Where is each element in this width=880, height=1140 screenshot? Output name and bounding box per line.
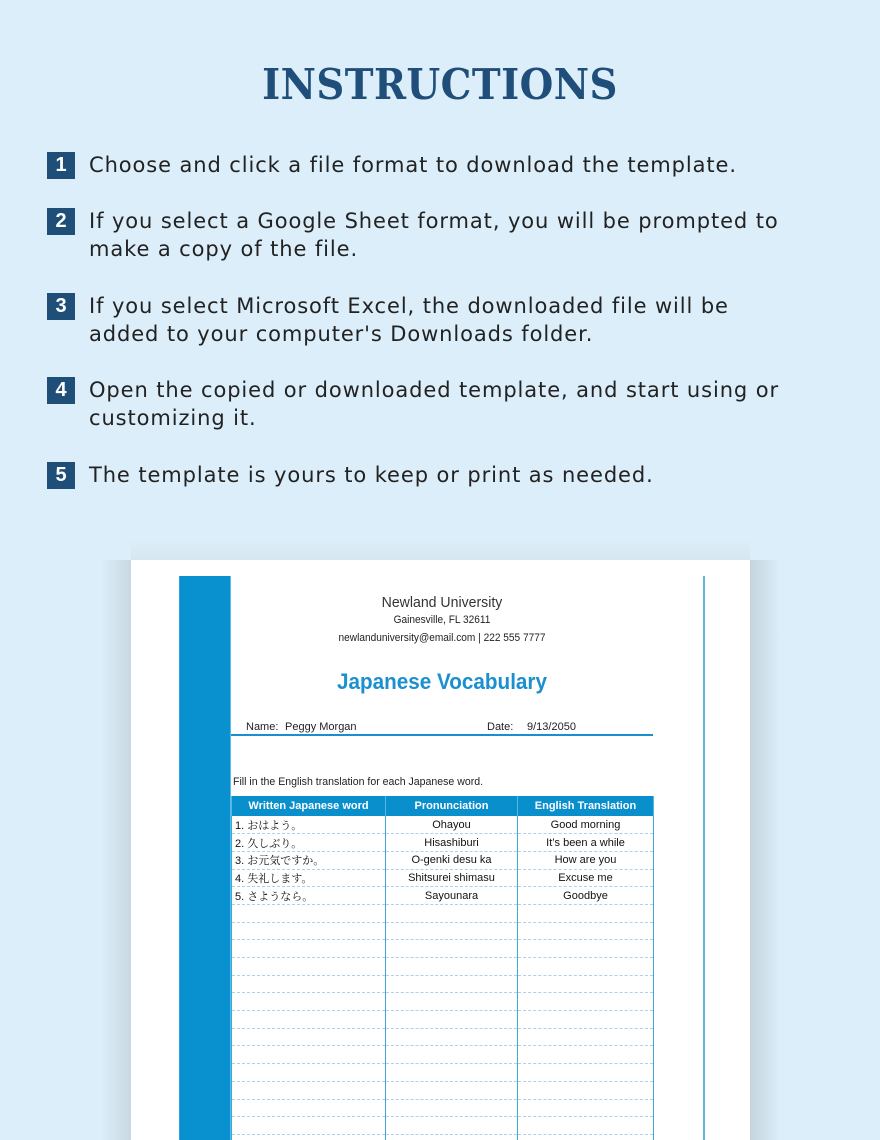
japanese-word-cell [232,1134,386,1140]
english-translation-cell [518,1046,654,1064]
japanese-word-cell [232,958,386,976]
pronunciation-cell [386,904,518,922]
japanese-word-cell [232,922,386,940]
english-translation-cell [518,1028,654,1046]
step-text: If you select a Google Sheet format, you will be prompted to make a copy of the file. [89,209,779,261]
paper-shadow [131,540,750,560]
table-row [232,1134,654,1140]
pronunciation-cell [386,993,518,1011]
english-translation-cell [518,1117,654,1135]
japanese-word-cell [232,1046,386,1064]
table-row [232,887,654,905]
japanese-word-cell [232,1081,386,1099]
step-5 [47,462,849,489]
pronunciation-cell: Ohayou [386,816,518,834]
pronunciation-cell [386,940,518,958]
english-translation-cell: Goodbye [518,887,654,905]
table-header-row [232,796,654,816]
japanese-word-cell [232,940,386,958]
paper-shadow [101,560,131,1140]
pronunciation-cell [386,1028,518,1046]
step-2 [47,208,849,263]
table-row [232,1011,654,1029]
pronunciation-cell [386,1134,518,1140]
table-row [232,940,654,958]
english-translation-cell [518,1064,654,1082]
step-number-badge: 4 [47,377,75,404]
worksheet-instruction: Fill in the English translation for each Japanese word. [233,776,484,788]
step-number-badge: 1 [47,152,75,179]
english-translation-cell [518,904,654,922]
english-translation-cell: How are you [518,851,654,869]
pronunciation-cell: Shitsurei shimasu [386,869,518,887]
japanese-word-cell [232,1028,386,1046]
table-row [232,1117,654,1135]
english-translation-cell [518,1099,654,1117]
japanese-word-cell [232,975,386,993]
pronunciation-cell [386,958,518,976]
english-translation-cell [518,1134,654,1140]
table-row [232,869,654,887]
decorative-sidebar-bar [179,576,231,1140]
pronunciation-cell: Hisashiburi [386,834,518,852]
japanese-word-cell: 4. 失礼します。 [232,869,386,887]
japanese-word-cell [232,1011,386,1029]
date-value: 9/13/2050 [527,721,576,733]
table-row [232,922,654,940]
english-translation-cell: It’s been a while [518,834,654,852]
english-translation-cell [518,1081,654,1099]
step-4 [47,377,849,432]
column-header-japanese: Written Japanese word [232,796,386,816]
step-text: Choose and click a file format to download the template. [89,153,737,177]
column-header-pronunciation: Pronunciation [386,796,518,816]
table-row [232,904,654,922]
japanese-word-cell [232,993,386,1011]
name-label: Name: [246,721,279,733]
japanese-word-cell [232,1117,386,1135]
english-translation-cell [518,1011,654,1029]
table-row [232,1028,654,1046]
pronunciation-cell: O-genki desu ka [386,851,518,869]
step-text: If you select Microsoft Excel, the downloaded file will be added to your computer's Downloads folder. [89,294,729,346]
step-number-badge: 3 [47,293,75,320]
step-1 [47,152,849,179]
step-number-badge: 2 [47,208,75,235]
table-row [232,993,654,1011]
document-title: Japanese Vocabulary [337,669,547,694]
table-row [232,834,654,852]
pronunciation-cell [386,1064,518,1082]
pronunciation-cell [386,975,518,993]
pronunciation-cell [386,1099,518,1117]
japanese-word-cell: 5. さようなら。 [232,887,386,905]
name-value: Peggy Morgan [285,721,357,733]
table-row [232,958,654,976]
english-translation-cell [518,922,654,940]
pronunciation-cell: Sayounara [386,887,518,905]
date-label: Date: [487,721,514,733]
step-number-badge: 5 [47,462,75,489]
japanese-word-cell: 2. 久しぶり。 [232,834,386,852]
column-header-english: English Translation [518,796,654,816]
step-text: The template is yours to keep or print as needed. [89,463,654,487]
page-title: INSTRUCTIONS [262,60,618,109]
japanese-word-cell [232,1099,386,1117]
japanese-word-cell [232,1064,386,1082]
table-row [232,816,654,834]
template-preview-page [131,560,750,1140]
step-text: Open the copied or downloaded template, and start using or customizing it. [89,378,780,430]
step-3 [47,293,849,348]
japanese-word-cell [232,904,386,922]
pronunciation-cell [386,1081,518,1099]
english-translation-cell [518,940,654,958]
table-body [232,816,654,1140]
japanese-word-cell: 3. お元気ですか。 [232,851,386,869]
organization-name: Newland University [381,594,503,611]
vocabulary-table [231,796,654,1140]
english-translation-cell [518,975,654,993]
organization-contact: newlanduniversity@email.com | 222 555 7777 [338,632,546,644]
english-translation-cell: Excuse me [518,869,654,887]
english-translation-cell: Good morning [518,816,654,834]
japanese-word-cell: 1. おはよう。 [232,816,386,834]
pronunciation-cell [386,922,518,940]
pronunciation-cell [386,1117,518,1135]
paper-shadow [750,560,780,1140]
table-row [232,1046,654,1064]
english-translation-cell [518,958,654,976]
pronunciation-cell [386,1046,518,1064]
table-row [232,1064,654,1082]
table-row [232,1099,654,1117]
organization-address: Gainesville, FL 32611 [393,614,491,626]
decorative-right-line [703,576,705,1140]
pronunciation-cell [386,1011,518,1029]
english-translation-cell [518,993,654,1011]
table-row [232,1081,654,1099]
name-date-row [231,720,653,736]
table-row [232,851,654,869]
table-row [232,975,654,993]
